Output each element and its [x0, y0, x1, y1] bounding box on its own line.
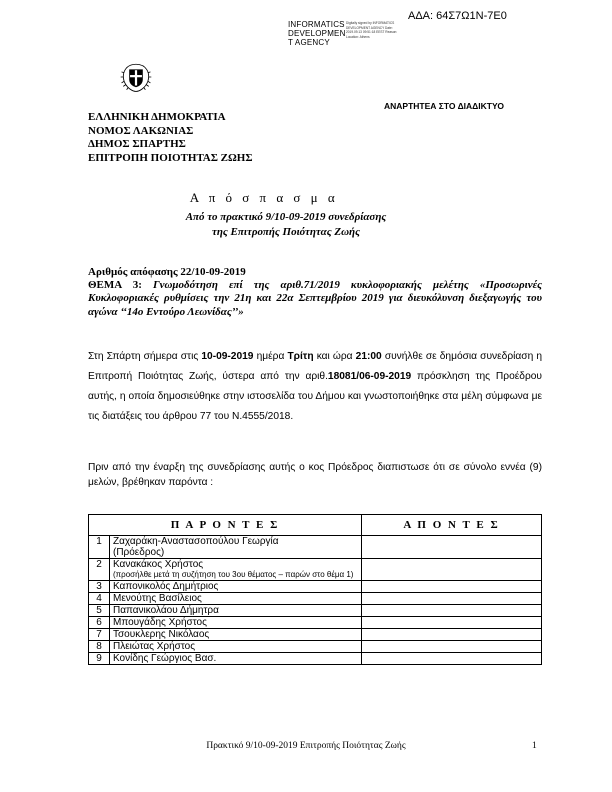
excerpt-subtitle-2: της Επιτροπής Ποιότητας Ζωής: [211, 226, 361, 238]
table-row: [89, 536, 542, 559]
member-name: Ζαχαράκη-Αναστασοπούλου Γεωργία: [113, 536, 279, 547]
row-number: 8: [89, 641, 110, 653]
text-segment: συνήλθε σε δημόσια συνεδρίαση η Επιτροπή Ποιότητας Ζωής, ύστερα από την αριθ.: [88, 351, 542, 382]
row-number: 2: [89, 559, 110, 581]
member-cell: [110, 536, 362, 559]
issuer-line: ΝΟΜΟΣ ΛΑΚΩΝΙΑΣ: [88, 124, 194, 137]
digital-signature-text: Digitally signed by INFORMATICS DEVELOPMENT AGENCY Date: 2019.09.13 09:51:18 EEST Reason: Location: Athens: [346, 21, 398, 39]
absent-cell: [362, 593, 542, 605]
row-number: 1: [89, 536, 110, 559]
decision-number: Αριθμός απόφασης 22/10-09-2019: [88, 266, 246, 278]
table-header-row: [89, 515, 542, 536]
agency-line: INFORMATICS: [288, 20, 345, 29]
absent-cell: [362, 641, 542, 653]
subject-text: Γνωμοδότηση επί της αριθ.71/2019 κυκλοφοριακής μελέτης «Προσωρινές Κυκλοφοριακές ρυθμίσεις την 21η και 22α Σεπτεμβρίου 2019 για διευκόλυνση διεξαγωγής του αγώνα ‘‘14ο Εντούρο Λεωνίδας’’»: [88, 279, 542, 318]
absent-cell: [362, 536, 542, 559]
page-footer: Πρακτικό 9/10-09-2019 Επιτροπής Ποιότητας Ζωής: [206, 741, 406, 751]
decision-block: [88, 266, 542, 319]
member-name: Μενούτης Βασίλειος: [110, 593, 362, 605]
text-segment: ημέρα: [253, 351, 288, 362]
row-number: 5: [89, 605, 110, 617]
row-number: 9: [89, 653, 110, 665]
meeting-date: 10-09-2019: [201, 351, 254, 362]
greek-emblem-icon: [119, 60, 153, 94]
table-row: [89, 581, 542, 593]
agency-line: T AGENCY: [288, 38, 330, 47]
header-present: Π Α Ρ Ο Ν Τ Ε Σ: [89, 515, 362, 536]
table-row: [89, 593, 542, 605]
table-row: [89, 617, 542, 629]
absent-cell: [362, 559, 542, 581]
page-number: 1: [532, 741, 537, 751]
quorum-paragraph: Πριν από την έναρξη της συνεδρίασης αυτής ο κος Πρόεδρος διαπιστωσε ότι σε σύνολο εννέα (9) μελών, βρέθηκαν παρόντα :: [88, 462, 542, 488]
row-number: 3: [89, 581, 110, 593]
subject-label: ΘΕΜΑ 3:: [88, 279, 142, 292]
table-row: [89, 629, 542, 641]
row-number: 7: [89, 629, 110, 641]
table-row: [89, 605, 542, 617]
issuer-block: [88, 111, 253, 165]
row-number: 6: [89, 617, 110, 629]
ada-code: ΑΔΑ: 64Σ7Ω1Ν-7Ε0: [408, 10, 507, 22]
issuer-line: ΔΗΜΟΣ ΣΠΑΡΤΗΣ: [88, 138, 186, 150]
row-number: 4: [89, 593, 110, 605]
text-segment: πρόσκληση της Προέδρου αυτής, η οποία δημοσιεύθηκε στην ιστοσελίδα του Δήμου και γνωστοποιήθηκε στα μέλη σύμφωνα με τις διατάξεις του άρθρου 77 του Ν.4555/2018.: [88, 371, 542, 422]
decision-subject: [88, 279, 542, 319]
excerpt-subtitle-1: Από το πρακτικό 9/10-09-2019 συνεδρίασης: [185, 211, 387, 223]
excerpt-title: Α π ό σ π α σ μ α: [189, 190, 339, 205]
text-segment: και ώρα: [313, 351, 356, 362]
agency-signature: [288, 20, 346, 47]
absent-cell: [362, 617, 542, 629]
member-role: (Πρόεδρος): [113, 547, 165, 558]
posted-online-label: ΑΝΑΡΤΗΤΕΑ ΣΤΟ ΔΙΑΔΙΚΤΥΟ: [384, 101, 504, 111]
table-row: [89, 641, 542, 653]
member-name: Τσουκλερης Νικόλαος: [110, 629, 362, 641]
member-name: Καπονικολός Δημήτριος: [110, 581, 362, 593]
member-name: Μπουγάδης Χρήστος: [110, 617, 362, 629]
table-row: [89, 559, 542, 581]
issuer-line: ΕΠΙΤΡΟΠΗ ΠΟΙΟΤΗΤΑΣ ΖΩΗΣ: [88, 151, 253, 164]
table-row: [89, 653, 542, 665]
header-absent: Α Π Ο Ν Τ Ε Σ: [362, 515, 542, 536]
invitation-number: 18081/06-09-2019: [327, 371, 412, 382]
member-name: Πλειώτας Χρήστος: [110, 641, 362, 653]
meeting-paragraph: [88, 347, 542, 427]
agency-line: DEVELOPMEN: [288, 29, 346, 38]
attendance-table: [88, 514, 542, 665]
member-name: Κονίδης Γεώργιος Βασ.: [110, 653, 362, 665]
member-name: Παπανικολάου Δήμητρα: [110, 605, 362, 617]
absent-cell: [362, 629, 542, 641]
text-segment: Στη Σπάρτη σήμερα στις: [88, 351, 202, 362]
meeting-time: 21:00: [355, 351, 382, 362]
member-cell: [110, 559, 362, 581]
absent-cell: [362, 581, 542, 593]
member-note: (προσήλθε μετά τη συζήτηση του 3ου θέματος – παρών στο θέμα 1): [113, 570, 354, 579]
meeting-day: Τρίτη: [287, 351, 314, 362]
member-name: Κανακάκος Χρήστος: [113, 559, 204, 570]
absent-cell: [362, 605, 542, 617]
issuer-line: ΕΛΛΗΝΙΚΗ ΔΗΜΟΚΡΑΤΙΑ: [88, 111, 226, 123]
absent-cell: [362, 653, 542, 665]
